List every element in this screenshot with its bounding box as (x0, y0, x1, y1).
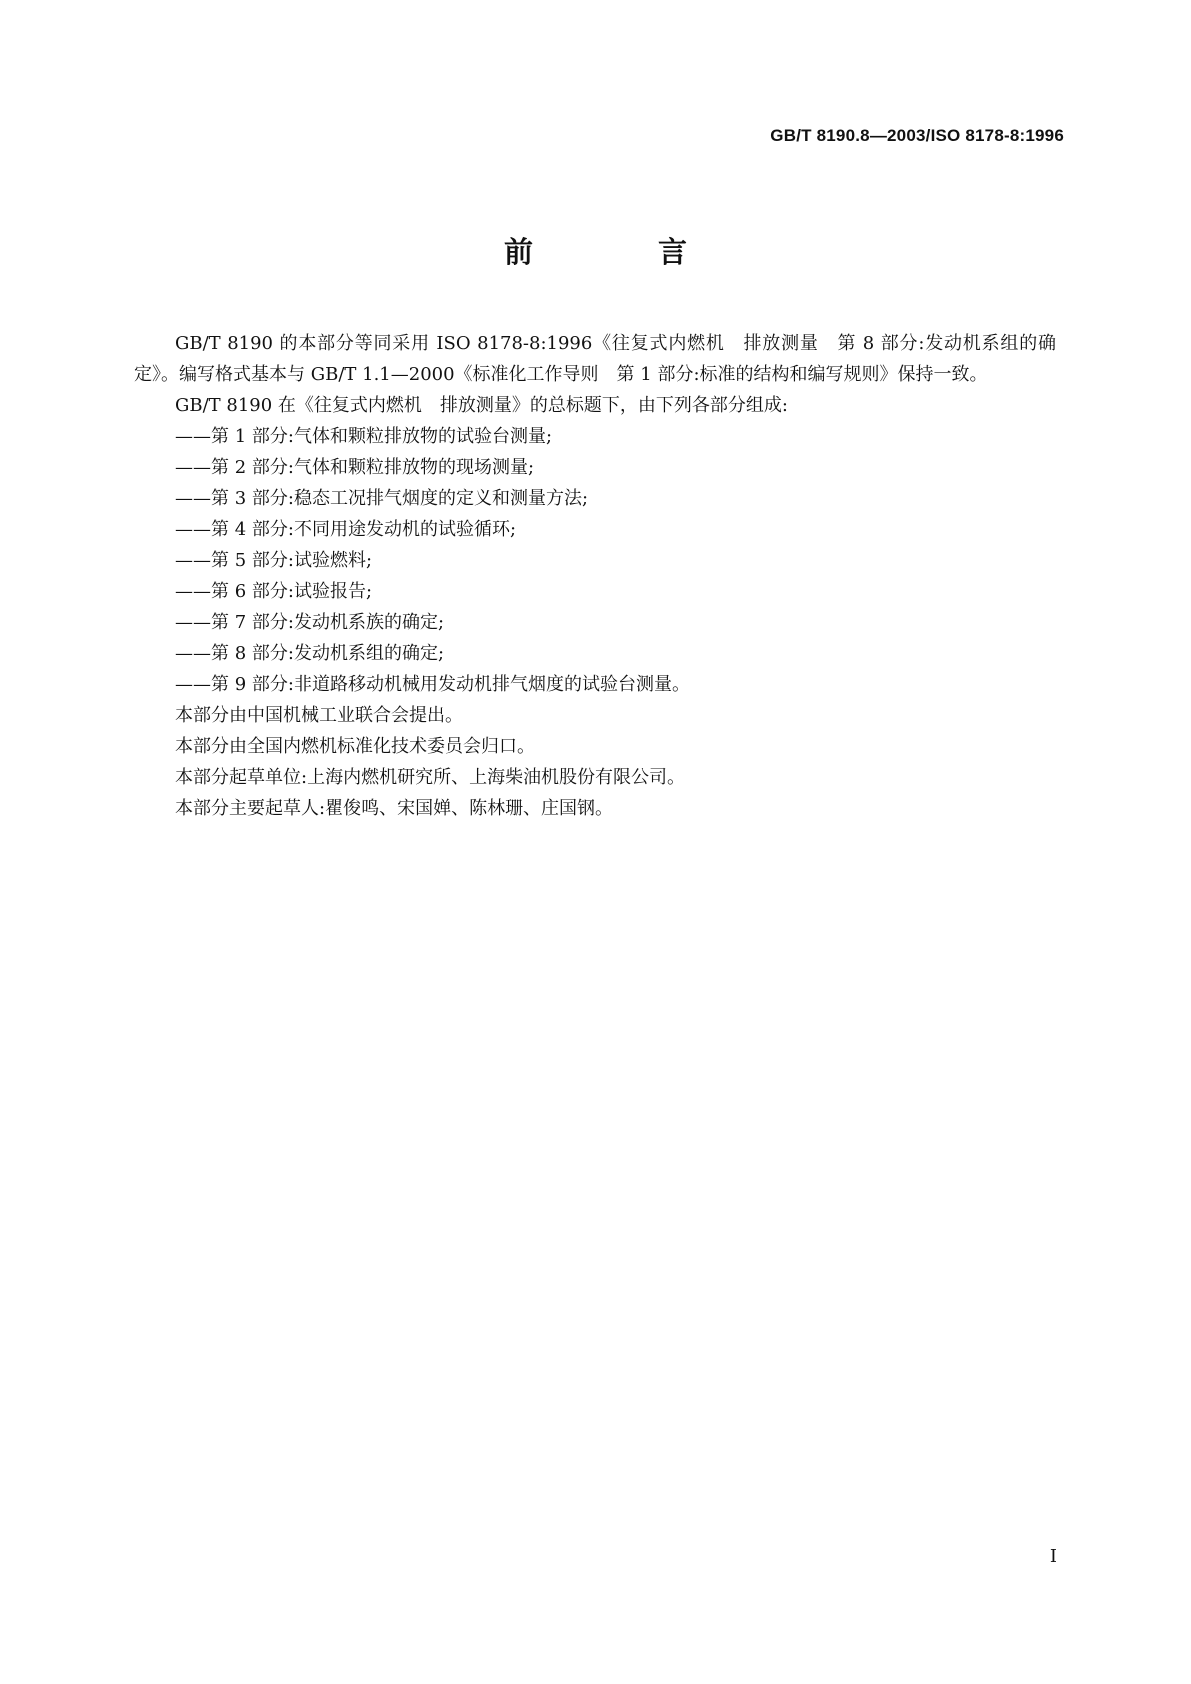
list-item: ——第 4 部分:不同用途发动机的试验循环; (175, 519, 517, 540)
page-title: 前 言 (503, 235, 735, 269)
proposer-paragraph: 本部分由中国机械工业联合会提出。 (175, 705, 463, 726)
list-item: ——第 7 部分:发动机系族的确定; (175, 612, 445, 633)
list-item: ——第 2 部分:气体和颗粒排放物的现场测量; (175, 457, 535, 478)
drafting-units-paragraph: 本部分起草单位:上海内燃机研究所、上海柴油机股份有限公司。 (175, 767, 686, 788)
list-item: ——第 8 部分:发动机系组的确定; (175, 643, 445, 664)
list-item: ——第 9 部分:非道路移动机械用发动机排气烟度的试验台测量。 (175, 674, 690, 695)
list-item: ——第 6 部分:试验报告; (175, 581, 373, 602)
standard-code: GB/T 8190.8—2003/ISO 8178-8:1996 (770, 126, 1064, 145)
drafters-paragraph: 本部分主要起草人:瞿俊鸣、宋国婵、陈林珊、庄国钢。 (175, 798, 614, 819)
list-item: ——第 5 部分:试验燃料; (175, 550, 373, 571)
committee-paragraph: 本部分由全国内燃机标准化技术委员会归口。 (175, 736, 535, 757)
list-item: ——第 3 部分:稳态工况排气烟度的定义和测量方法; (175, 488, 589, 509)
intro-paragraph: GB/T 8190 的本部分等同采用 ISO 8178-8:1996《往复式内燃机 排放测量 第 8 部分:发动机系组的确定》。编写格式基本与 GB/T 1.1—2000《标准化工作导则 第 1 部分:标准的结构和编写规则》保持一致。 (134, 333, 1056, 385)
list-item: ——第 1 部分:气体和颗粒排放物的试验台测量; (175, 426, 553, 447)
parts-intro-paragraph: GB/T 8190 在《往复式内燃机 排放测量》的总标题下，由下列各部分组成: (175, 395, 788, 416)
parts-list (134, 421, 1056, 700)
page-number: I (1049, 1546, 1057, 1567)
document-body (134, 328, 1056, 824)
